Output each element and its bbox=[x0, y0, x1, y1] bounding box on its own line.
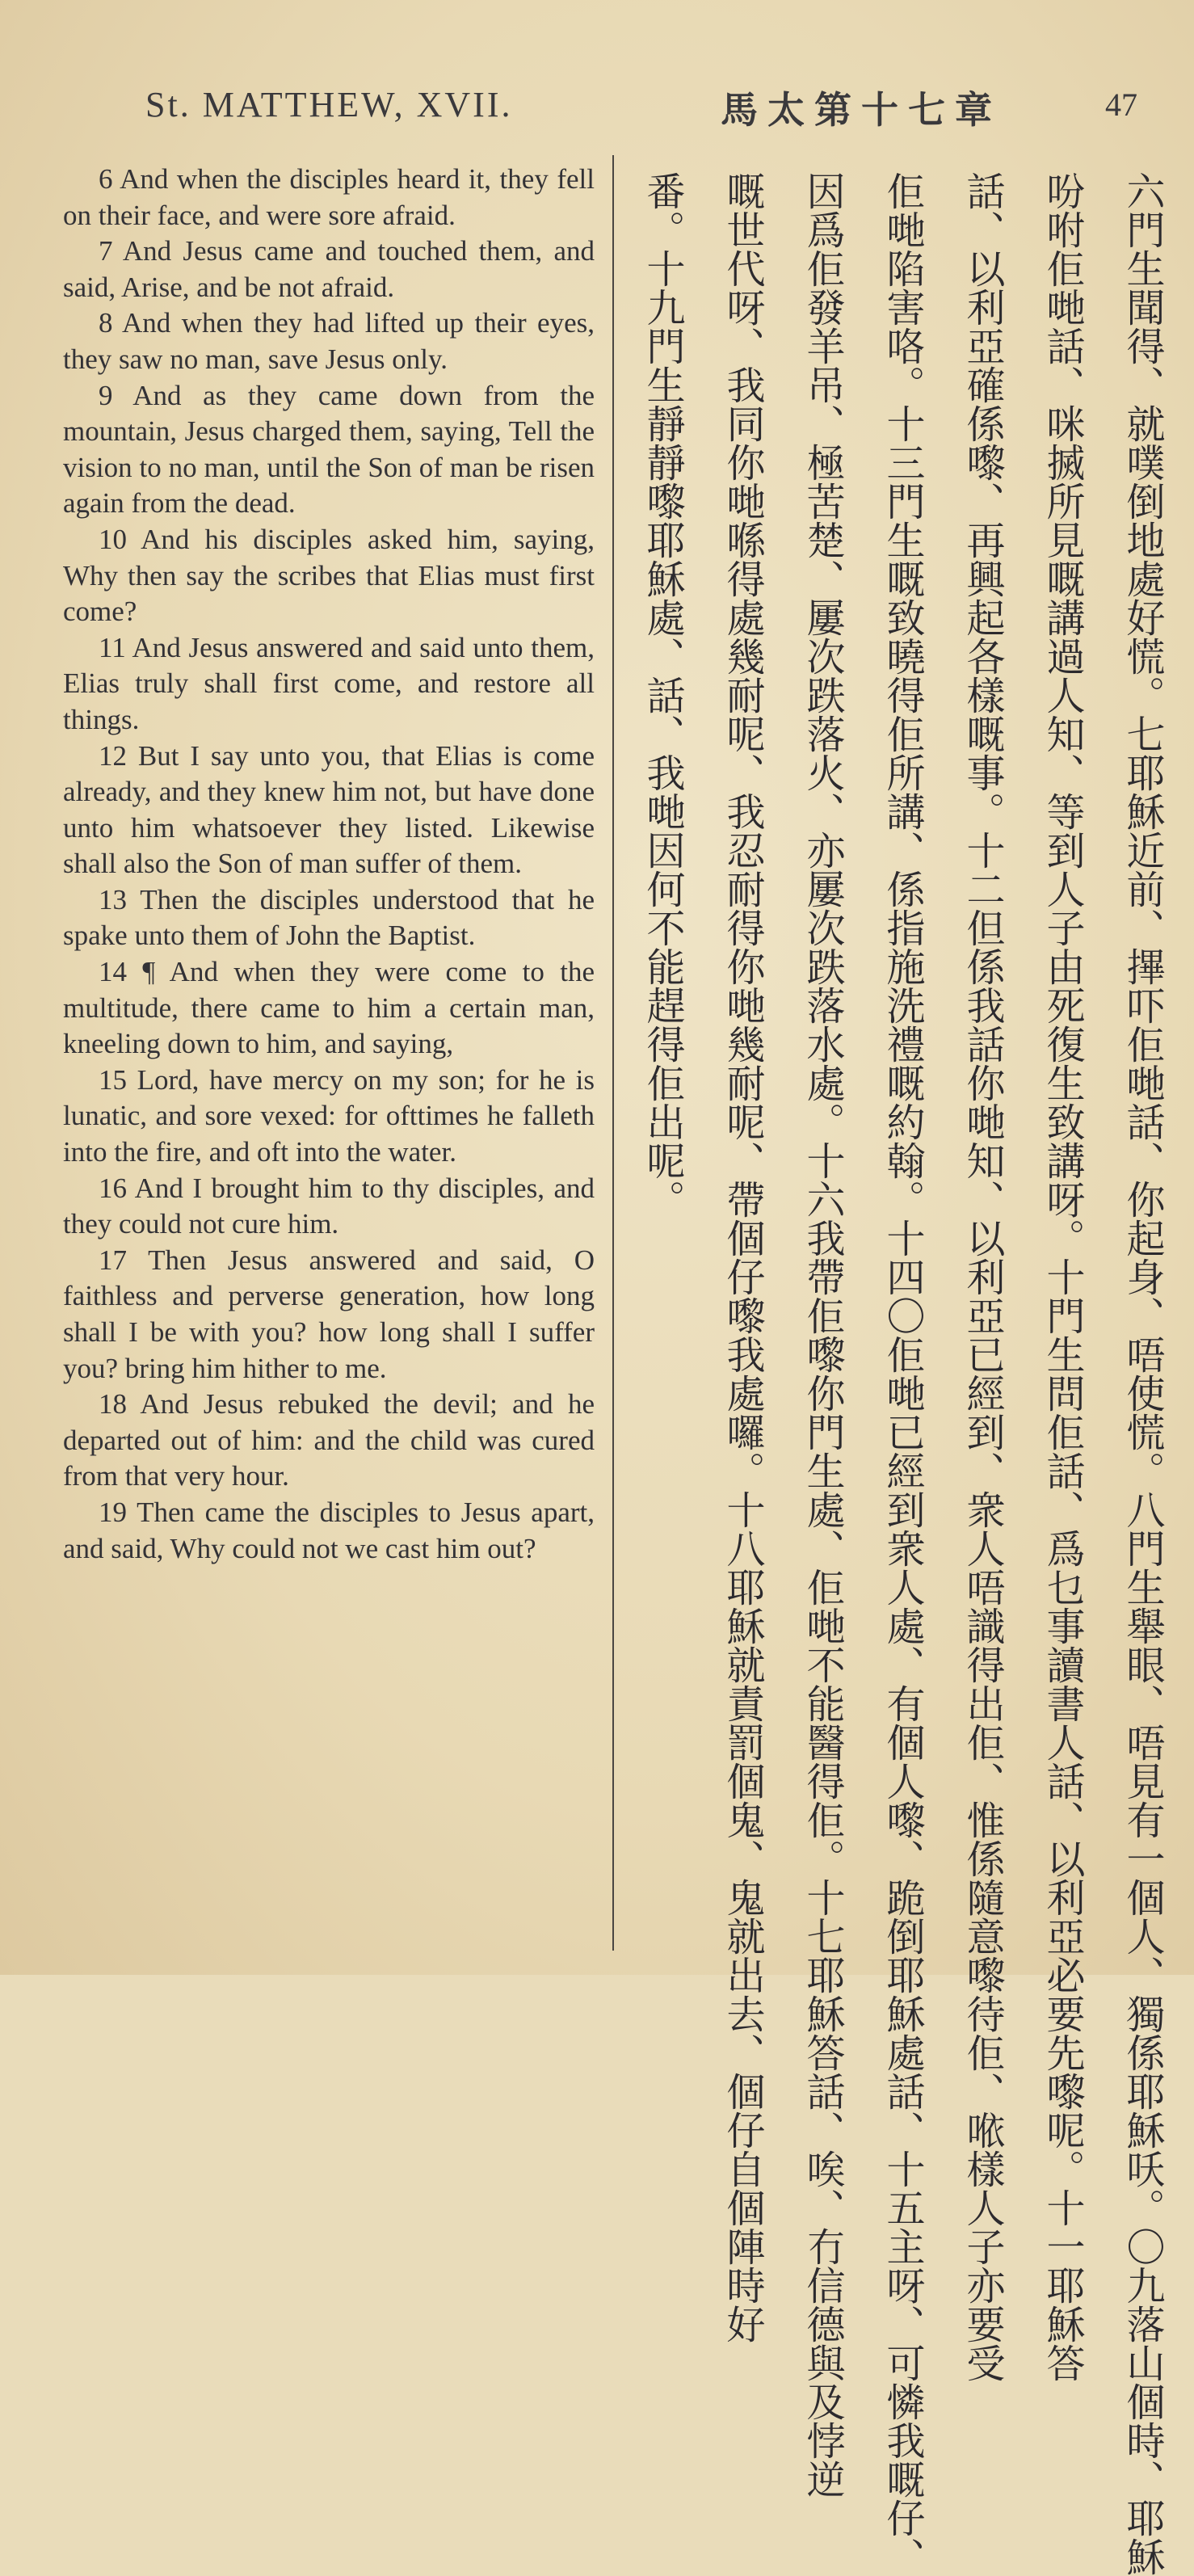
verse-number: 14 bbox=[99, 956, 127, 988]
verse-number: 10 bbox=[99, 523, 127, 555]
verse-number: 17 bbox=[99, 1244, 127, 1276]
chinese-column-5: 因爲佢發羊吊、極苦楚、屢次跌落火、亦屢次跌落水處。十六我帶佢嚟你門生處、佢哋不能醫得佢。十七耶穌答話、唉、冇信德與及悖逆 bbox=[800, 171, 845, 2498]
english-text-column bbox=[63, 162, 595, 1567]
verse-text: Then Jesus answered and said, O faithless and perverse generation, how long shall I be with you? how long shall I suffer you? bring him hither to me. bbox=[63, 1244, 595, 1384]
running-title-chinese: 馬太第十七章 bbox=[721, 88, 1002, 132]
chinese-text-block bbox=[622, 171, 1179, 2576]
verse-number: 11 bbox=[99, 631, 126, 663]
verse-number: 15 bbox=[99, 1063, 127, 1096]
verse-number: 7 bbox=[99, 235, 113, 267]
verse-text: And Jesus rebuked the devil; and he departed out of him: and the child was cured from that very hour. bbox=[63, 1388, 595, 1492]
verse-text: And when the disciples heard it, they fell on their face, and were sore afraid. bbox=[63, 163, 595, 231]
verse-text: And when they had lifted up their eyes, they saw no man, save Jesus only. bbox=[63, 307, 595, 375]
verse-17 bbox=[63, 1243, 595, 1387]
verse-9 bbox=[63, 378, 595, 522]
verse-16 bbox=[63, 1171, 595, 1243]
verse-text: And as they came down from the mountain, Jesus charged them, saying, Tell the vision to no man, until the Son of man be risen again from the dead. bbox=[63, 379, 595, 520]
verse-text: And I brought him to thy disciples, and they could not cure him. bbox=[63, 1172, 595, 1240]
verse-number: 9 bbox=[99, 379, 113, 411]
verse-text: Then came the disciples to Jesus apart, and said, Why could not we cast him out? bbox=[63, 1496, 595, 1564]
verse-7 bbox=[63, 234, 595, 305]
running-title-english: St. MATTHEW, XVII. bbox=[145, 85, 513, 124]
verse-text: But I say unto you, that Elias is come already, and they knew him not, but have done unto him whatsoever they listed. Likewise shall also the Son of man suffer of them. bbox=[63, 739, 595, 880]
verse-text: Then the disciples understood that he spake unto them of John the Baptist. bbox=[63, 883, 595, 952]
chinese-column-6: 嘅世代呀、我同你哋喺得處幾耐呢、我忍耐得你哋幾耐呢、帶個仔嚟我處囉。十八耶穌就責罰個鬼、鬼就出去、個仔自個陣時好 bbox=[720, 171, 765, 2343]
verse-number: 16 bbox=[99, 1172, 127, 1204]
page-number: 47 bbox=[1105, 86, 1137, 123]
verse-text: And Jesus came and touched them, and said, Arise, and be not afraid. bbox=[63, 235, 595, 303]
chinese-column-3: 話、以利亞確係嚟、再興起各樣嘅事。十二但係我話你哋知、以利亞已經到、衆人唔識得出佢、惟係隨意嚟待佢、𠵱樣人子亦要受 bbox=[960, 171, 1005, 2382]
verse-number: 13 bbox=[99, 883, 127, 915]
verse-6 bbox=[63, 162, 595, 234]
verse-13 bbox=[63, 882, 595, 954]
verse-10 bbox=[63, 522, 595, 630]
verse-text: ¶ And when they were come to the multitude, there came to him a certain man, kneeling down to him, and saying, bbox=[63, 956, 595, 1060]
chinese-column-4: 佢哋陷害咯。十三門生嘅致曉得佢所講、係指施洗禮嘅約翰。十四〇佢哋已經到衆人處、有個人嚟、跪倒耶穌處話、十五主呀、可憐我嘅仔、 bbox=[880, 171, 925, 2576]
verse-number: 18 bbox=[99, 1388, 127, 1421]
verse-number: 6 bbox=[99, 163, 113, 195]
chinese-column-1: 六門生聞得、就噗倒地處好慌。七耶穌近前、𢳂吓佢哋話、你起身、唔使慌。八門生舉眼、唔見有一個人、獨係耶穌㕭。〇九落山個時、耶穌 bbox=[1120, 171, 1165, 2576]
verse-15 bbox=[63, 1063, 595, 1171]
verse-text: And his disciples asked him, saying, Why then say the scribes that Elias must first come? bbox=[63, 523, 595, 628]
verse-number: 19 bbox=[99, 1496, 127, 1528]
verse-14 bbox=[63, 954, 595, 1063]
verse-text: Lord, have mercy on my son; for he is lunatic, and sore vexed: for ofttimes he falleth into the fire, and oft into the water. bbox=[63, 1063, 595, 1168]
verse-8 bbox=[63, 305, 595, 377]
verse-18 bbox=[63, 1387, 595, 1495]
verse-number: 12 bbox=[99, 739, 127, 772]
chinese-column-2: 吩咐佢哋話、咪搣所見嘅講過人知、等到人子由死復生致講呀。十門生問佢話、爲乜事讀書人話、以利亞必要先嚟呢。十一耶穌答 bbox=[1040, 171, 1085, 2382]
verse-19 bbox=[63, 1495, 595, 1567]
column-divider bbox=[612, 155, 614, 1951]
verse-12 bbox=[63, 739, 595, 882]
chinese-column-7: 番。十九門生靜靜嚟耶穌處、話、我哋因何不能趕得佢出呢。 bbox=[640, 171, 685, 1219]
verse-11 bbox=[63, 630, 595, 739]
verse-number: 8 bbox=[99, 307, 113, 339]
verse-text: And Jesus answered and said unto them, Elias truly shall first come, and restore all things. bbox=[63, 631, 595, 735]
